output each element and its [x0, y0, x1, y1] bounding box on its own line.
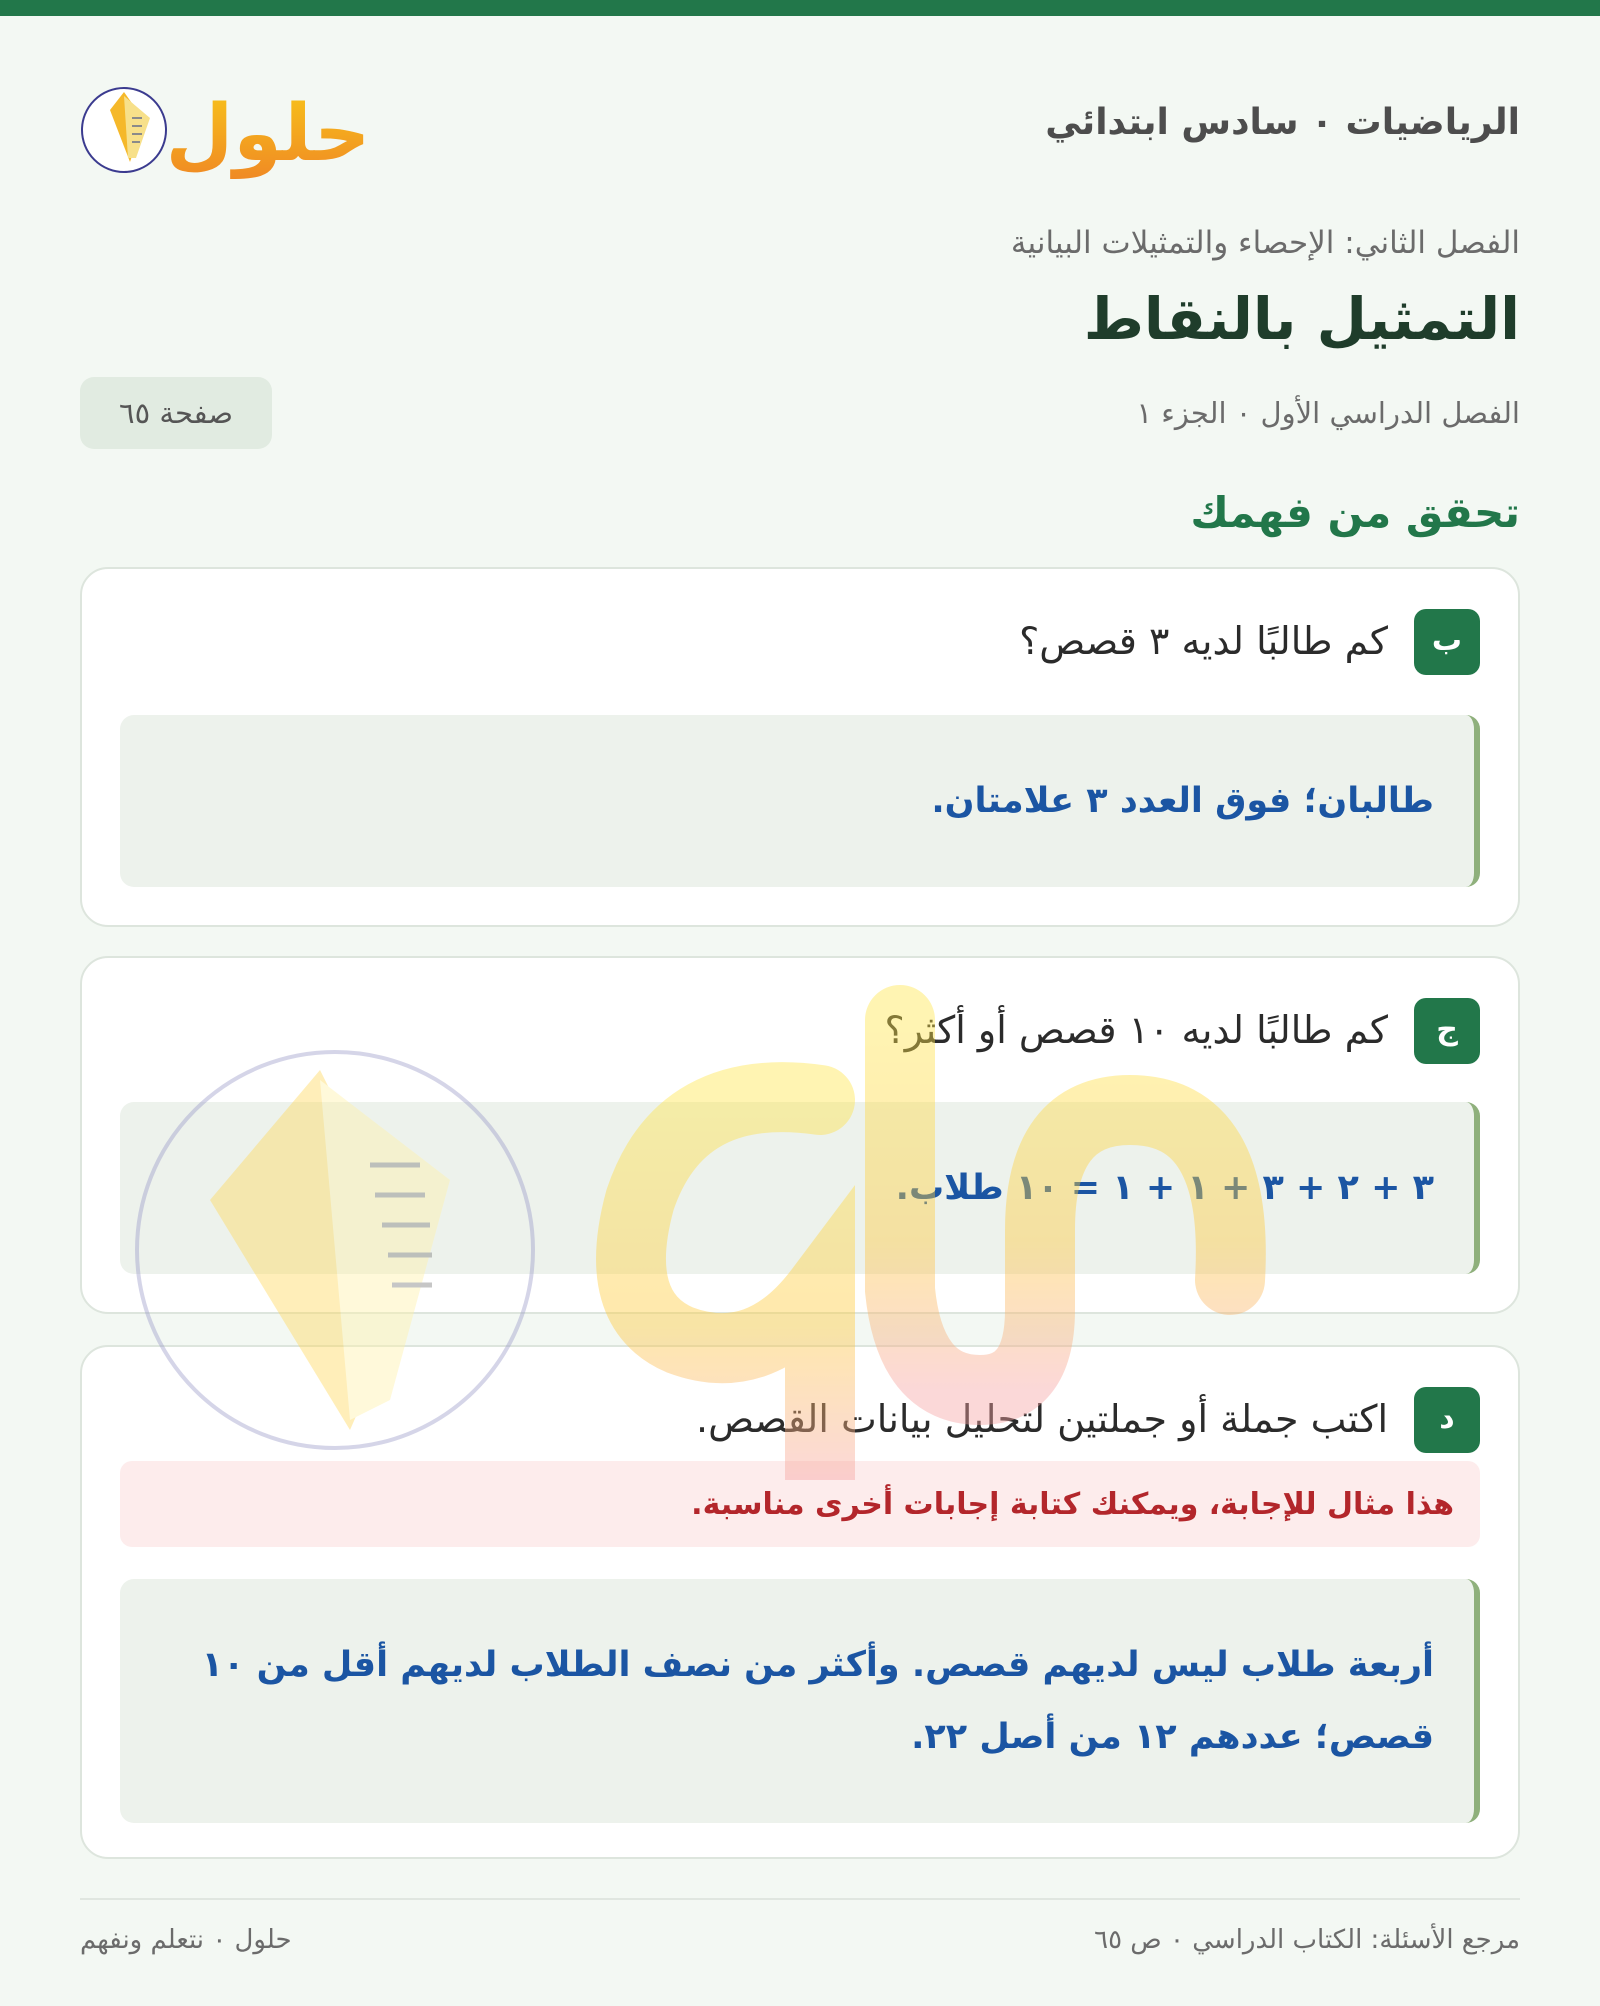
question-card-j — [80, 956, 1520, 1314]
footer-reference: مرجع الأسئلة: الكتاب الدراسي ٠ ص ٦٥ — [1094, 1925, 1520, 1955]
question-card-b — [80, 567, 1520, 927]
question-card-d — [80, 1345, 1520, 1859]
page-number-badge: صفحة ٦٥ — [80, 377, 272, 449]
question-letter-badge: ج — [1414, 998, 1480, 1064]
page-header — [80, 62, 1520, 182]
chapter-label: الفصل الثاني: الإحصاء والتمثيلات البيانية — [1010, 225, 1520, 261]
sample-answer-note: هذا مثال للإجابة، ويمكنك كتابة إجابات أخرى مناسبة. — [120, 1461, 1480, 1547]
logo-book-icon — [82, 88, 166, 172]
logo-wordmark: حلول — [165, 89, 370, 179]
top-accent-bar — [0, 0, 1600, 16]
answer-box: طالبان؛ فوق العدد ٣ علامتان. — [120, 715, 1480, 887]
question-text: كم طالبًا لديه ٣ قصص؟ — [1019, 619, 1388, 663]
question-text: كم طالبًا لديه ١٠ قصص أو أكثر؟ — [884, 1008, 1388, 1052]
subject-grade: الرياضيات ٠ سادس ابتدائي — [1045, 102, 1520, 143]
footer-divider — [80, 1898, 1520, 1900]
footer-brand: حلول ٠ نتعلم ونفهم — [80, 1925, 292, 1955]
question-letter-badge: د — [1414, 1387, 1480, 1453]
page-title: التمثيل بالنقاط — [1083, 285, 1520, 353]
section-title: تحقق من فهمك — [1190, 488, 1520, 537]
answer-box: ٣ + ٢ + ٣ + ١ + ١ = ١٠ طلاب. — [120, 1102, 1480, 1274]
question-letter-badge: ب — [1414, 609, 1480, 675]
semester-label: الفصل الدراسي الأول ٠ الجزء ١ — [1136, 396, 1520, 430]
question-text: اكتب جملة أو جملتين لتحليل بيانات القصص. — [695, 1397, 1388, 1441]
answer-box: أربعة طلاب ليس لديهم قصص. وأكثر من نصف الطلاب لديهم أقل من ١٠ قصص؛ عددهم ١٢ من أصل ٢٢. — [120, 1579, 1480, 1823]
brand-logo[interactable] — [80, 62, 370, 182]
